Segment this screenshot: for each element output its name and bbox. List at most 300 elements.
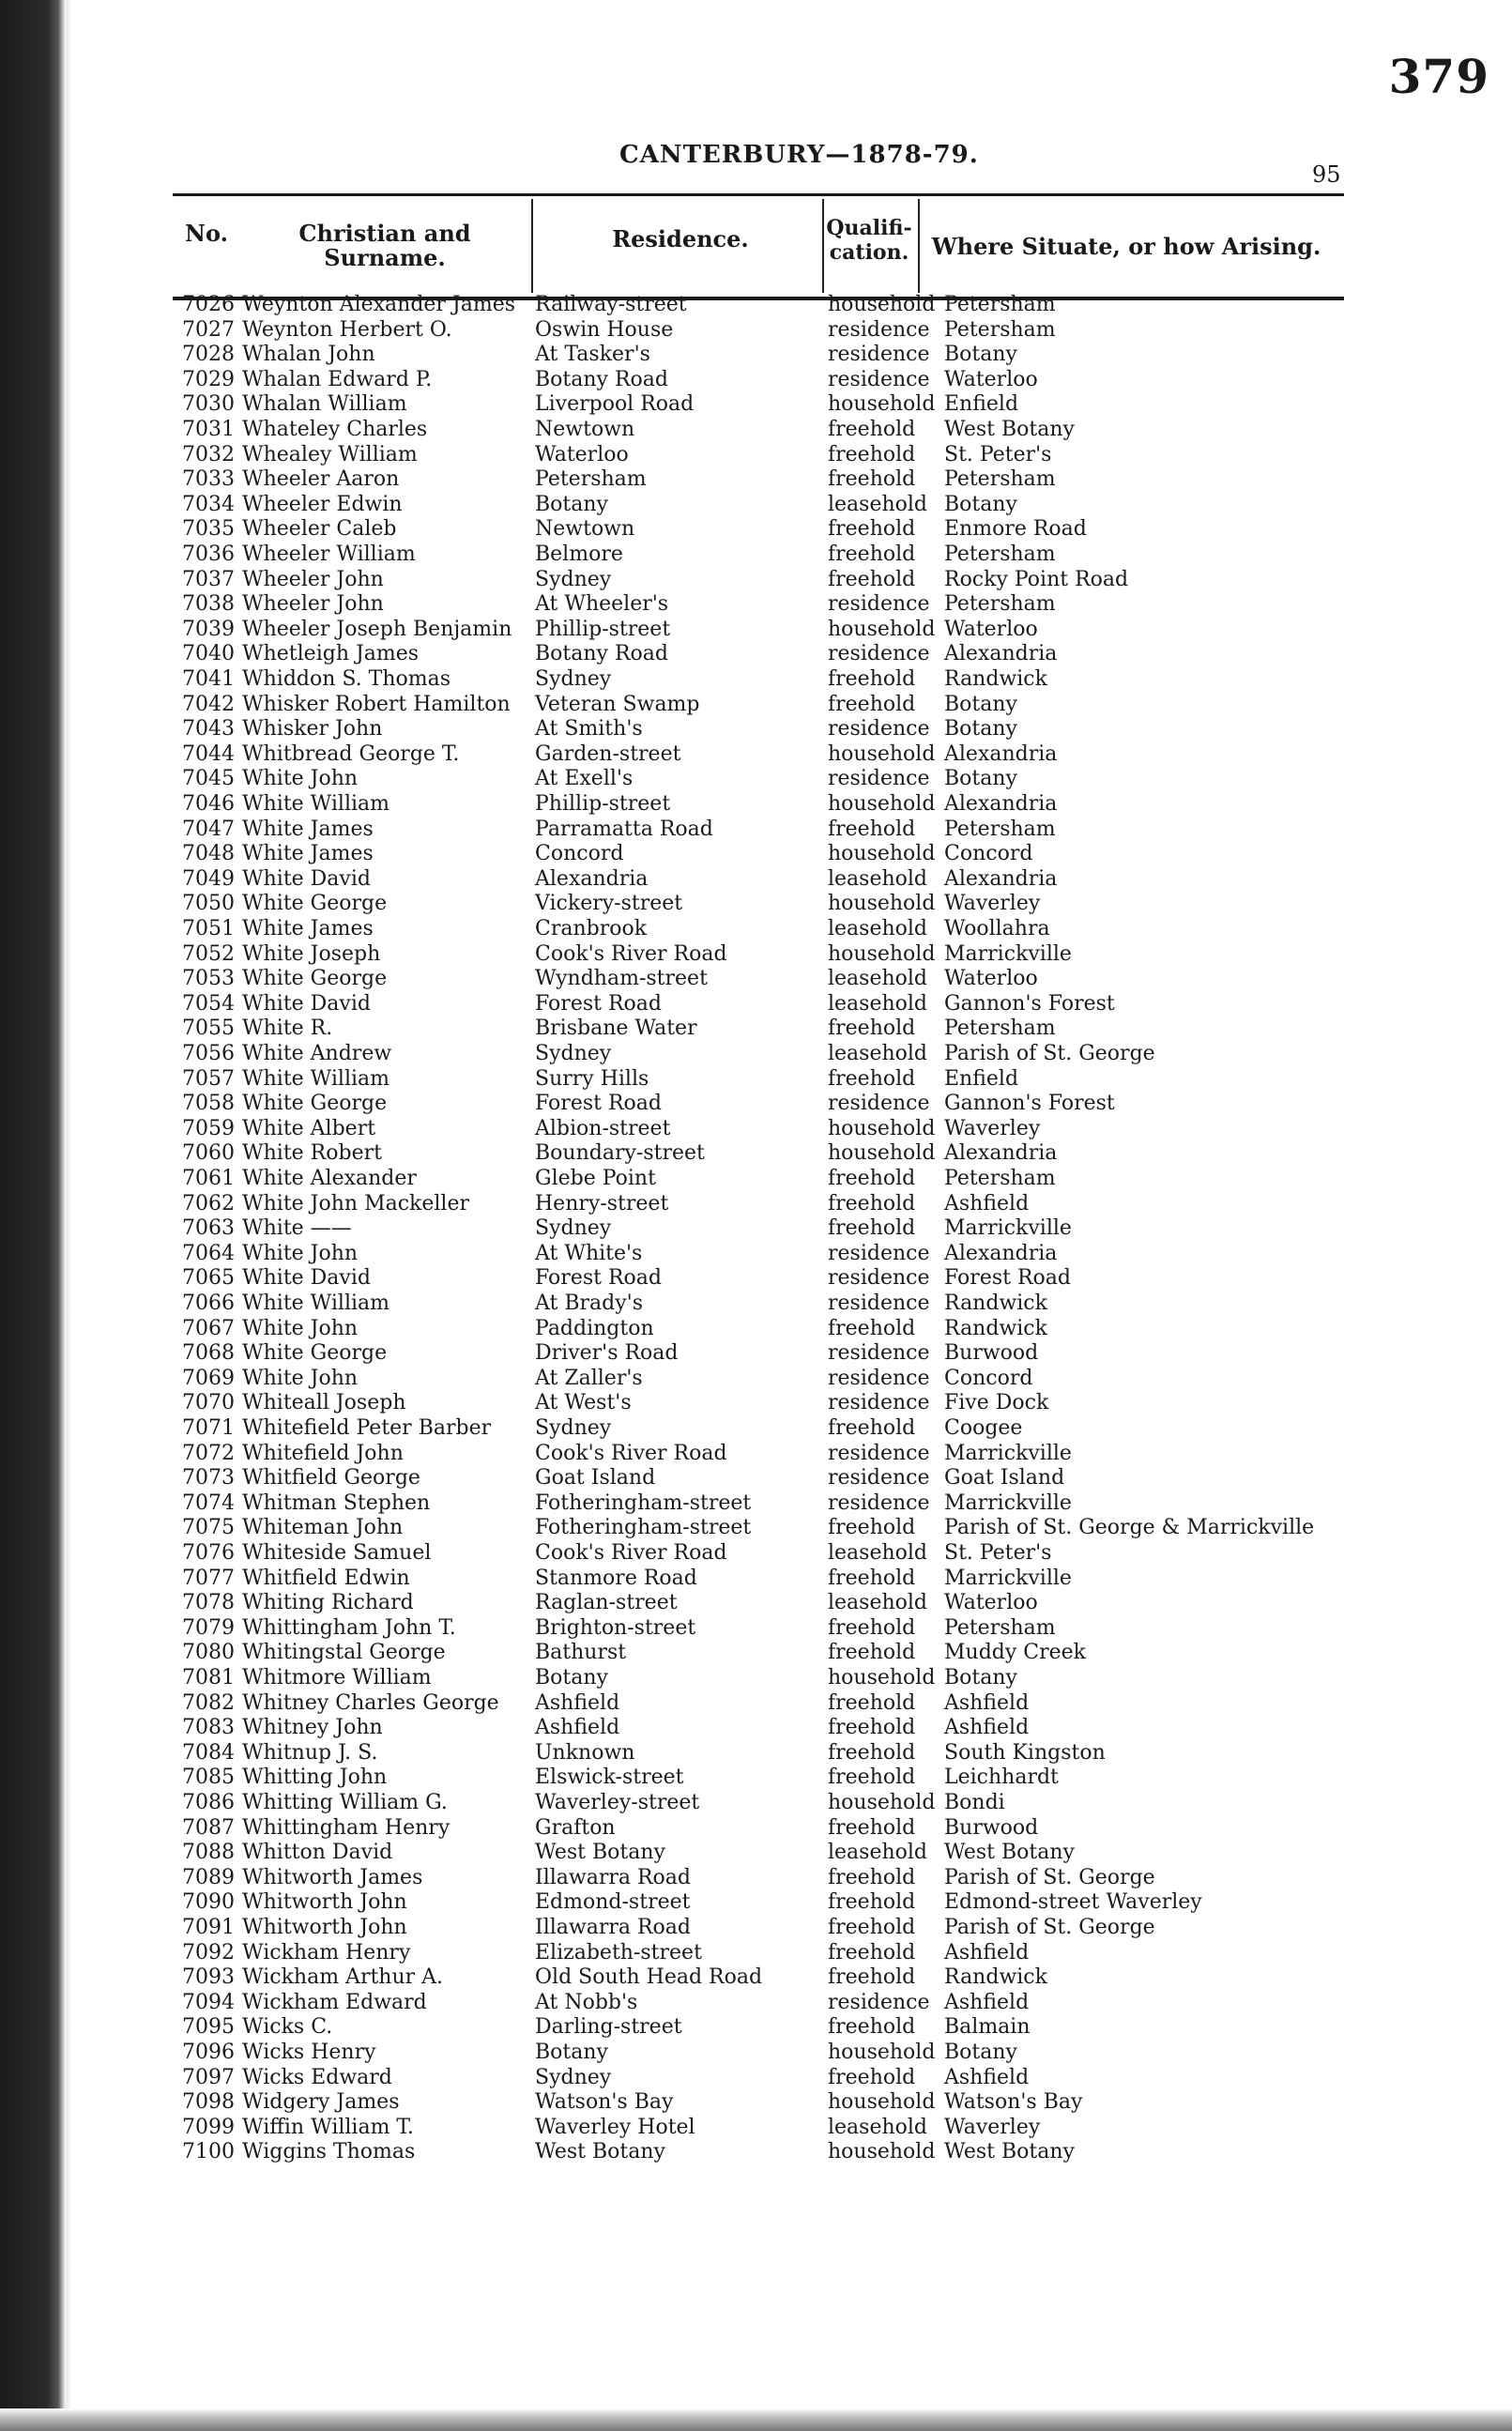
page-number: 95 — [1312, 161, 1341, 188]
residence: Henry-street — [535, 1191, 669, 1216]
voter-name: White George — [242, 892, 388, 916]
header-qualification — [822, 216, 916, 265]
where-situate: Randwick — [944, 1316, 1047, 1340]
where-situate: South Kingston — [944, 1740, 1106, 1765]
where-situate: West Botany — [944, 418, 1075, 441]
where-situate: Ashfield — [944, 1990, 1030, 2014]
where-situate: Waverley — [944, 2115, 1041, 2139]
residence: Forest Road — [535, 1266, 662, 1291]
voter-name: Whalan William — [242, 392, 407, 417]
entry-number: 7098 — [182, 2090, 235, 2115]
where-situate: Botany — [944, 692, 1017, 716]
voter-name: White John — [242, 1241, 359, 1265]
residence: Illawarra Road — [535, 1916, 691, 1939]
scan-bottom-edge — [0, 2408, 1512, 2431]
voter-name: White Joseph — [242, 941, 381, 966]
residence: Fotheringham-street — [535, 1491, 752, 1515]
qualification: household — [828, 842, 936, 866]
header-qualification-line2: cation. — [829, 240, 909, 265]
residence: Unknown — [535, 1740, 635, 1765]
entry-number: 7084 — [182, 1740, 235, 1765]
header-no: No. — [185, 220, 228, 247]
table-row — [0, 1541, 1512, 1567]
entry-number: 7097 — [182, 2065, 235, 2089]
residence: Grafton — [535, 1815, 616, 1840]
residence: Botany — [535, 2041, 608, 2064]
qualification: freehold — [828, 1167, 916, 1190]
qualification: freehold — [828, 1641, 916, 1665]
residence: Waverley-street — [535, 1791, 700, 1814]
where-situate: Petersham — [944, 1615, 1056, 1640]
where-situate: Petersham — [944, 293, 1056, 316]
entry-number: 7061 — [182, 1167, 235, 1190]
table-row — [0, 742, 1512, 768]
residence: Sydney — [535, 1216, 612, 1241]
entry-number: 7074 — [182, 1491, 235, 1515]
entry-number: 7078 — [182, 1591, 235, 1615]
residence: Ashfield — [535, 1716, 620, 1740]
entry-number: 7050 — [182, 892, 235, 916]
qualification: freehold — [828, 1066, 916, 1091]
table-row — [0, 892, 1512, 917]
where-situate: Muddy Creek — [944, 1641, 1087, 1665]
residence: Newtown — [535, 418, 635, 441]
residence: Botany Road — [535, 642, 668, 666]
entry-number: 7088 — [182, 1841, 235, 1865]
where-situate: Enmore Road — [944, 517, 1087, 542]
table-row — [0, 1567, 1512, 1592]
voter-name: Whittingham Henry — [242, 1815, 451, 1840]
entry-number: 7071 — [182, 1416, 235, 1440]
table-row — [0, 1416, 1512, 1442]
where-situate: Bondi — [944, 1791, 1005, 1814]
residence: Darling-street — [535, 2015, 682, 2040]
table-row — [0, 1491, 1512, 1517]
qualification: residence — [828, 1491, 930, 1515]
where-situate: Alexandria — [944, 1141, 1058, 1166]
voter-name: Whealey William — [242, 442, 418, 466]
residence: Boundary-street — [535, 1141, 705, 1166]
entry-number: 7046 — [182, 792, 235, 816]
entry-number: 7075 — [182, 1516, 235, 1540]
entry-number: 7086 — [182, 1791, 235, 1814]
table-row — [0, 717, 1512, 742]
where-situate: Waterloo — [944, 1591, 1038, 1615]
qualification: residence — [828, 367, 930, 391]
residence: Waverley Hotel — [535, 2115, 695, 2139]
folio-number: 379 — [1388, 49, 1489, 104]
voter-name: Wicks C. — [242, 2015, 333, 2040]
entry-number: 7069 — [182, 1366, 235, 1390]
qualification: household — [828, 293, 936, 316]
voter-name: Whitworth John — [242, 1916, 407, 1939]
where-situate: Petersham — [944, 543, 1056, 566]
entry-number: 7060 — [182, 1141, 235, 1166]
residence: At West's — [535, 1391, 632, 1415]
where-situate: Alexandria — [944, 642, 1058, 666]
qualification: freehold — [828, 1566, 916, 1590]
entry-number: 7049 — [182, 866, 235, 891]
voter-name: Whitworth James — [242, 1865, 423, 1889]
residence: At Exell's — [535, 767, 634, 791]
table-row — [0, 618, 1512, 643]
where-situate: Marrickville — [944, 1216, 1072, 1241]
voter-name: White John — [242, 767, 359, 791]
qualification: residence — [828, 1266, 930, 1291]
qualification: freehold — [828, 1766, 916, 1790]
residence: Wyndham-street — [535, 967, 708, 991]
table-row — [0, 967, 1512, 992]
residence: Forest Road — [535, 991, 662, 1016]
voter-name: Wickham Henry — [242, 1940, 411, 1965]
residence: Phillip-street — [535, 617, 671, 641]
table-row — [0, 1516, 1512, 1541]
voter-name: White George — [242, 1341, 388, 1366]
qualification: freehold — [828, 1516, 916, 1540]
entry-number: 7093 — [182, 1965, 235, 1990]
entry-number: 7077 — [182, 1566, 235, 1590]
table-row — [0, 1341, 1512, 1367]
residence: Illawarra Road — [535, 1865, 691, 1889]
where-situate: Watson's Bay — [944, 2090, 1083, 2115]
where-situate: Marrickville — [944, 941, 1072, 966]
where-situate: West Botany — [944, 2140, 1075, 2164]
where-situate: Petersham — [944, 1167, 1056, 1190]
table-row — [0, 1841, 1512, 1866]
voter-name: Wickham Edward — [242, 1990, 427, 2014]
where-situate: Ashfield — [944, 1716, 1030, 1740]
qualification: residence — [828, 1441, 930, 1465]
voter-name: Wheeler John — [242, 567, 384, 591]
voter-name: Whisker Robert Hamilton — [242, 692, 511, 716]
entry-number: 7028 — [182, 343, 235, 367]
table-row — [0, 842, 1512, 867]
voter-name: White John Mackeller — [242, 1191, 469, 1216]
residence: Botany Road — [535, 367, 668, 391]
residence: Railway-street — [535, 293, 687, 316]
table-row — [0, 493, 1512, 518]
table-row — [0, 1117, 1512, 1142]
voter-name: White David — [242, 991, 371, 1016]
qualification: leasehold — [828, 492, 928, 516]
voter-name: White James — [242, 917, 374, 940]
qualification: freehold — [828, 1216, 916, 1241]
qualification: freehold — [828, 1890, 916, 1915]
entry-number: 7052 — [182, 941, 235, 966]
where-situate: Alexandria — [944, 866, 1058, 891]
where-situate: Botany — [944, 343, 1017, 367]
residence: Surry Hills — [535, 1066, 649, 1091]
qualification: freehold — [828, 1615, 916, 1640]
residence: West Botany — [535, 1841, 665, 1865]
where-situate: Goat Island — [944, 1466, 1065, 1491]
column-divider — [531, 199, 533, 293]
where-situate: Petersham — [944, 592, 1056, 617]
residence: Brighton-street — [535, 1615, 696, 1640]
entry-number: 7066 — [182, 1292, 235, 1315]
residence: Sydney — [535, 1042, 612, 1065]
where-situate: Leichhardt — [944, 1766, 1059, 1790]
residence: Fotheringham-street — [535, 1516, 752, 1540]
qualification: leasehold — [828, 1841, 928, 1865]
voter-name: Wicks Edward — [242, 2065, 392, 2089]
residence: Forest Road — [535, 1092, 662, 1116]
entry-number: 7035 — [182, 517, 235, 542]
table-row — [0, 1716, 1512, 1741]
table-row — [0, 767, 1512, 792]
where-situate: Parish of St. George — [944, 1916, 1155, 1939]
voter-name: Whitefield Peter Barber — [242, 1416, 492, 1440]
voter-name: Weynton Alexander James — [242, 293, 516, 316]
table-row — [0, 1666, 1512, 1691]
residence: Paddington — [535, 1316, 654, 1340]
where-situate: Balmain — [944, 2015, 1031, 2040]
where-situate: Enfield — [944, 1066, 1019, 1091]
table-row — [0, 992, 1512, 1017]
entry-number: 7032 — [182, 442, 235, 466]
table-row — [0, 418, 1512, 443]
qualification: freehold — [828, 1017, 916, 1041]
table-row — [0, 942, 1512, 968]
electoral-roll-table — [0, 293, 1512, 2189]
qualification: residence — [828, 767, 930, 791]
where-situate: Alexandria — [944, 1241, 1058, 1265]
entry-number: 7036 — [182, 543, 235, 566]
header-residence: Residence. — [612, 225, 749, 252]
entry-number: 7089 — [182, 1865, 235, 1889]
qualification: household — [828, 2041, 936, 2064]
voter-name: Whitingstal George — [242, 1641, 446, 1665]
qualification: household — [828, 792, 936, 816]
qualification: residence — [828, 1466, 930, 1491]
table-row — [0, 1242, 1512, 1267]
voter-name: Whitfield George — [242, 1466, 420, 1491]
voter-name: Wickham Arthur A. — [242, 1965, 444, 1990]
where-situate: Botany — [944, 2041, 1017, 2064]
table-row — [0, 1317, 1512, 1342]
voter-name: White Albert — [242, 1116, 376, 1140]
residence: Cook's River Road — [535, 941, 727, 966]
voter-name: White —— — [242, 1216, 352, 1241]
voter-name: Wheeler Edwin — [242, 492, 403, 516]
qualification: household — [828, 617, 936, 641]
entry-number: 7087 — [182, 1815, 235, 1840]
where-situate: Concord — [944, 1366, 1033, 1390]
residence: Parramatta Road — [535, 817, 713, 841]
entry-number: 7095 — [182, 2015, 235, 2040]
entry-number: 7079 — [182, 1615, 235, 1640]
qualification: leasehold — [828, 1591, 928, 1615]
header-name: Christian and Surname. — [298, 220, 471, 271]
table-row — [0, 1367, 1512, 1392]
qualification: freehold — [828, 1940, 916, 1965]
entry-number: 7063 — [182, 1216, 235, 1241]
qualification: leasehold — [828, 917, 928, 940]
qualification: residence — [828, 717, 930, 742]
residence: Albion-street — [535, 1116, 671, 1140]
where-situate: Edmond-street Waverley — [944, 1890, 1202, 1915]
residence: Goat Island — [535, 1466, 656, 1491]
entry-number: 7092 — [182, 1940, 235, 1965]
qualification: household — [828, 892, 936, 916]
voter-name: Whittingham John T. — [242, 1615, 456, 1640]
voter-name: Wheeler William — [242, 543, 416, 566]
entry-number: 7054 — [182, 991, 235, 1016]
voter-name: Wheeler Caleb — [242, 517, 397, 542]
residence: Waterloo — [535, 442, 629, 466]
voter-name: Weynton Herbert O. — [242, 317, 452, 342]
table-row — [0, 2015, 1512, 2041]
qualification: household — [828, 742, 936, 766]
where-situate: Petersham — [944, 1017, 1056, 1041]
table-row — [0, 517, 1512, 543]
table-row — [0, 1766, 1512, 1791]
table-row — [0, 467, 1512, 493]
qualification: household — [828, 1141, 936, 1166]
entry-number: 7067 — [182, 1316, 235, 1340]
table-row — [0, 1466, 1512, 1491]
voter-name: Whiteman John — [242, 1516, 404, 1540]
qualification: household — [828, 1116, 936, 1140]
residence: Botany — [535, 492, 608, 516]
where-situate: Gannon's Forest — [944, 991, 1115, 1016]
where-situate: Ashfield — [944, 1191, 1030, 1216]
voter-name: Whetleigh James — [242, 642, 420, 666]
voter-name: Whiting Richard — [242, 1591, 414, 1615]
where-situate: Petersham — [944, 317, 1056, 342]
where-situate: Marrickville — [944, 1566, 1072, 1590]
qualification: residence — [828, 592, 930, 617]
where-situate: Coogee — [944, 1416, 1023, 1440]
where-situate: Ashfield — [944, 2065, 1030, 2089]
entry-number: 7051 — [182, 917, 235, 940]
entry-number: 7073 — [182, 1466, 235, 1491]
where-situate: Randwick — [944, 1965, 1047, 1990]
entry-number: 7070 — [182, 1391, 235, 1415]
voter-name: Whitton David — [242, 1841, 393, 1865]
qualification: freehold — [828, 2065, 916, 2089]
qualification: freehold — [828, 1191, 916, 1216]
qualification: household — [828, 392, 936, 417]
voter-name: Whitefield John — [242, 1441, 404, 1465]
qualification: freehold — [828, 418, 916, 441]
voter-name: White William — [242, 1292, 390, 1315]
voter-name: Whitbread George T. — [242, 742, 460, 766]
residence: Newtown — [535, 517, 635, 542]
qualification: residence — [828, 1292, 930, 1315]
entry-number: 7083 — [182, 1716, 235, 1740]
table-row — [0, 917, 1512, 942]
entry-number: 7094 — [182, 1990, 235, 2014]
table-row — [0, 1391, 1512, 1416]
residence: Sydney — [535, 667, 612, 691]
entry-number: 7100 — [182, 2140, 235, 2164]
qualification: freehold — [828, 543, 916, 566]
table-row — [0, 2066, 1512, 2091]
qualification: residence — [828, 1092, 930, 1116]
residence: Belmore — [535, 543, 623, 566]
where-situate: Waverley — [944, 1116, 1041, 1140]
entry-number: 7045 — [182, 767, 235, 791]
residence: Veteran Swamp — [535, 692, 700, 716]
qualification: household — [828, 2140, 936, 2164]
table-row — [0, 1591, 1512, 1616]
residence: Stanmore Road — [535, 1566, 697, 1590]
where-situate: Burwood — [944, 1341, 1039, 1366]
voter-name: Widgery James — [242, 2090, 400, 2115]
residence: At Zaller's — [535, 1366, 643, 1390]
where-situate: Petersham — [944, 467, 1056, 492]
qualification: freehold — [828, 442, 916, 466]
residence: Edmond-street — [535, 1890, 691, 1915]
header-rule-top — [173, 193, 1344, 196]
qualification: freehold — [828, 1916, 916, 1939]
voter-name: Wiggins Thomas — [242, 2140, 416, 2164]
voter-name: White David — [242, 866, 371, 891]
voter-name: White David — [242, 1266, 371, 1291]
table-row — [0, 343, 1512, 368]
voter-name: Whitney Charles George — [242, 1690, 499, 1715]
residence: Garden-street — [535, 742, 681, 766]
table-row — [0, 592, 1512, 618]
entry-number: 7040 — [182, 642, 235, 666]
column-divider — [918, 199, 920, 293]
table-row — [0, 1816, 1512, 1842]
entry-number: 7031 — [182, 418, 235, 441]
residence: Botany — [535, 1666, 608, 1689]
qualification: leasehold — [828, 2115, 928, 2139]
where-situate: St. Peter's — [944, 442, 1052, 466]
residence: Elswick-street — [535, 1766, 684, 1790]
voter-name: White James — [242, 842, 374, 866]
residence: Cook's River Road — [535, 1541, 727, 1565]
table-row — [0, 1866, 1512, 1891]
voter-name: Whiddon S. Thomas — [242, 667, 451, 691]
entry-number: 7082 — [182, 1690, 235, 1715]
where-situate: Parish of St. George — [944, 1865, 1155, 1889]
residence: Cranbrook — [535, 917, 648, 940]
qualification: freehold — [828, 467, 916, 492]
table-row — [0, 1067, 1512, 1093]
table-row — [0, 1991, 1512, 2016]
qualification: household — [828, 2090, 936, 2115]
qualification: leasehold — [828, 1042, 928, 1065]
qualification: leasehold — [828, 1541, 928, 1565]
where-situate: Forest Road — [944, 1266, 1071, 1291]
table-row — [0, 1691, 1512, 1717]
voter-name: Wheeler Aaron — [242, 467, 400, 492]
where-situate: Waterloo — [944, 367, 1038, 391]
residence: Phillip-street — [535, 792, 671, 816]
voter-name: Wicks Henry — [242, 2041, 376, 2064]
voter-name: White William — [242, 1066, 390, 1091]
voter-name: White R. — [242, 1017, 333, 1041]
residence: At Smith's — [535, 717, 643, 742]
entry-number: 7091 — [182, 1916, 235, 1939]
qualification: leasehold — [828, 967, 928, 991]
entry-number: 7044 — [182, 742, 235, 766]
qualification: freehold — [828, 517, 916, 542]
qualification: freehold — [828, 2015, 916, 2040]
header-qualification-line1: Qualifi- — [826, 216, 912, 240]
voter-name: Whitney John — [242, 1716, 383, 1740]
qualification: freehold — [828, 1740, 916, 1765]
residence: West Botany — [535, 2140, 665, 2164]
entry-number: 7042 — [182, 692, 235, 716]
entry-number: 7055 — [182, 1017, 235, 1041]
table-row — [0, 443, 1512, 468]
voter-name: White William — [242, 792, 390, 816]
